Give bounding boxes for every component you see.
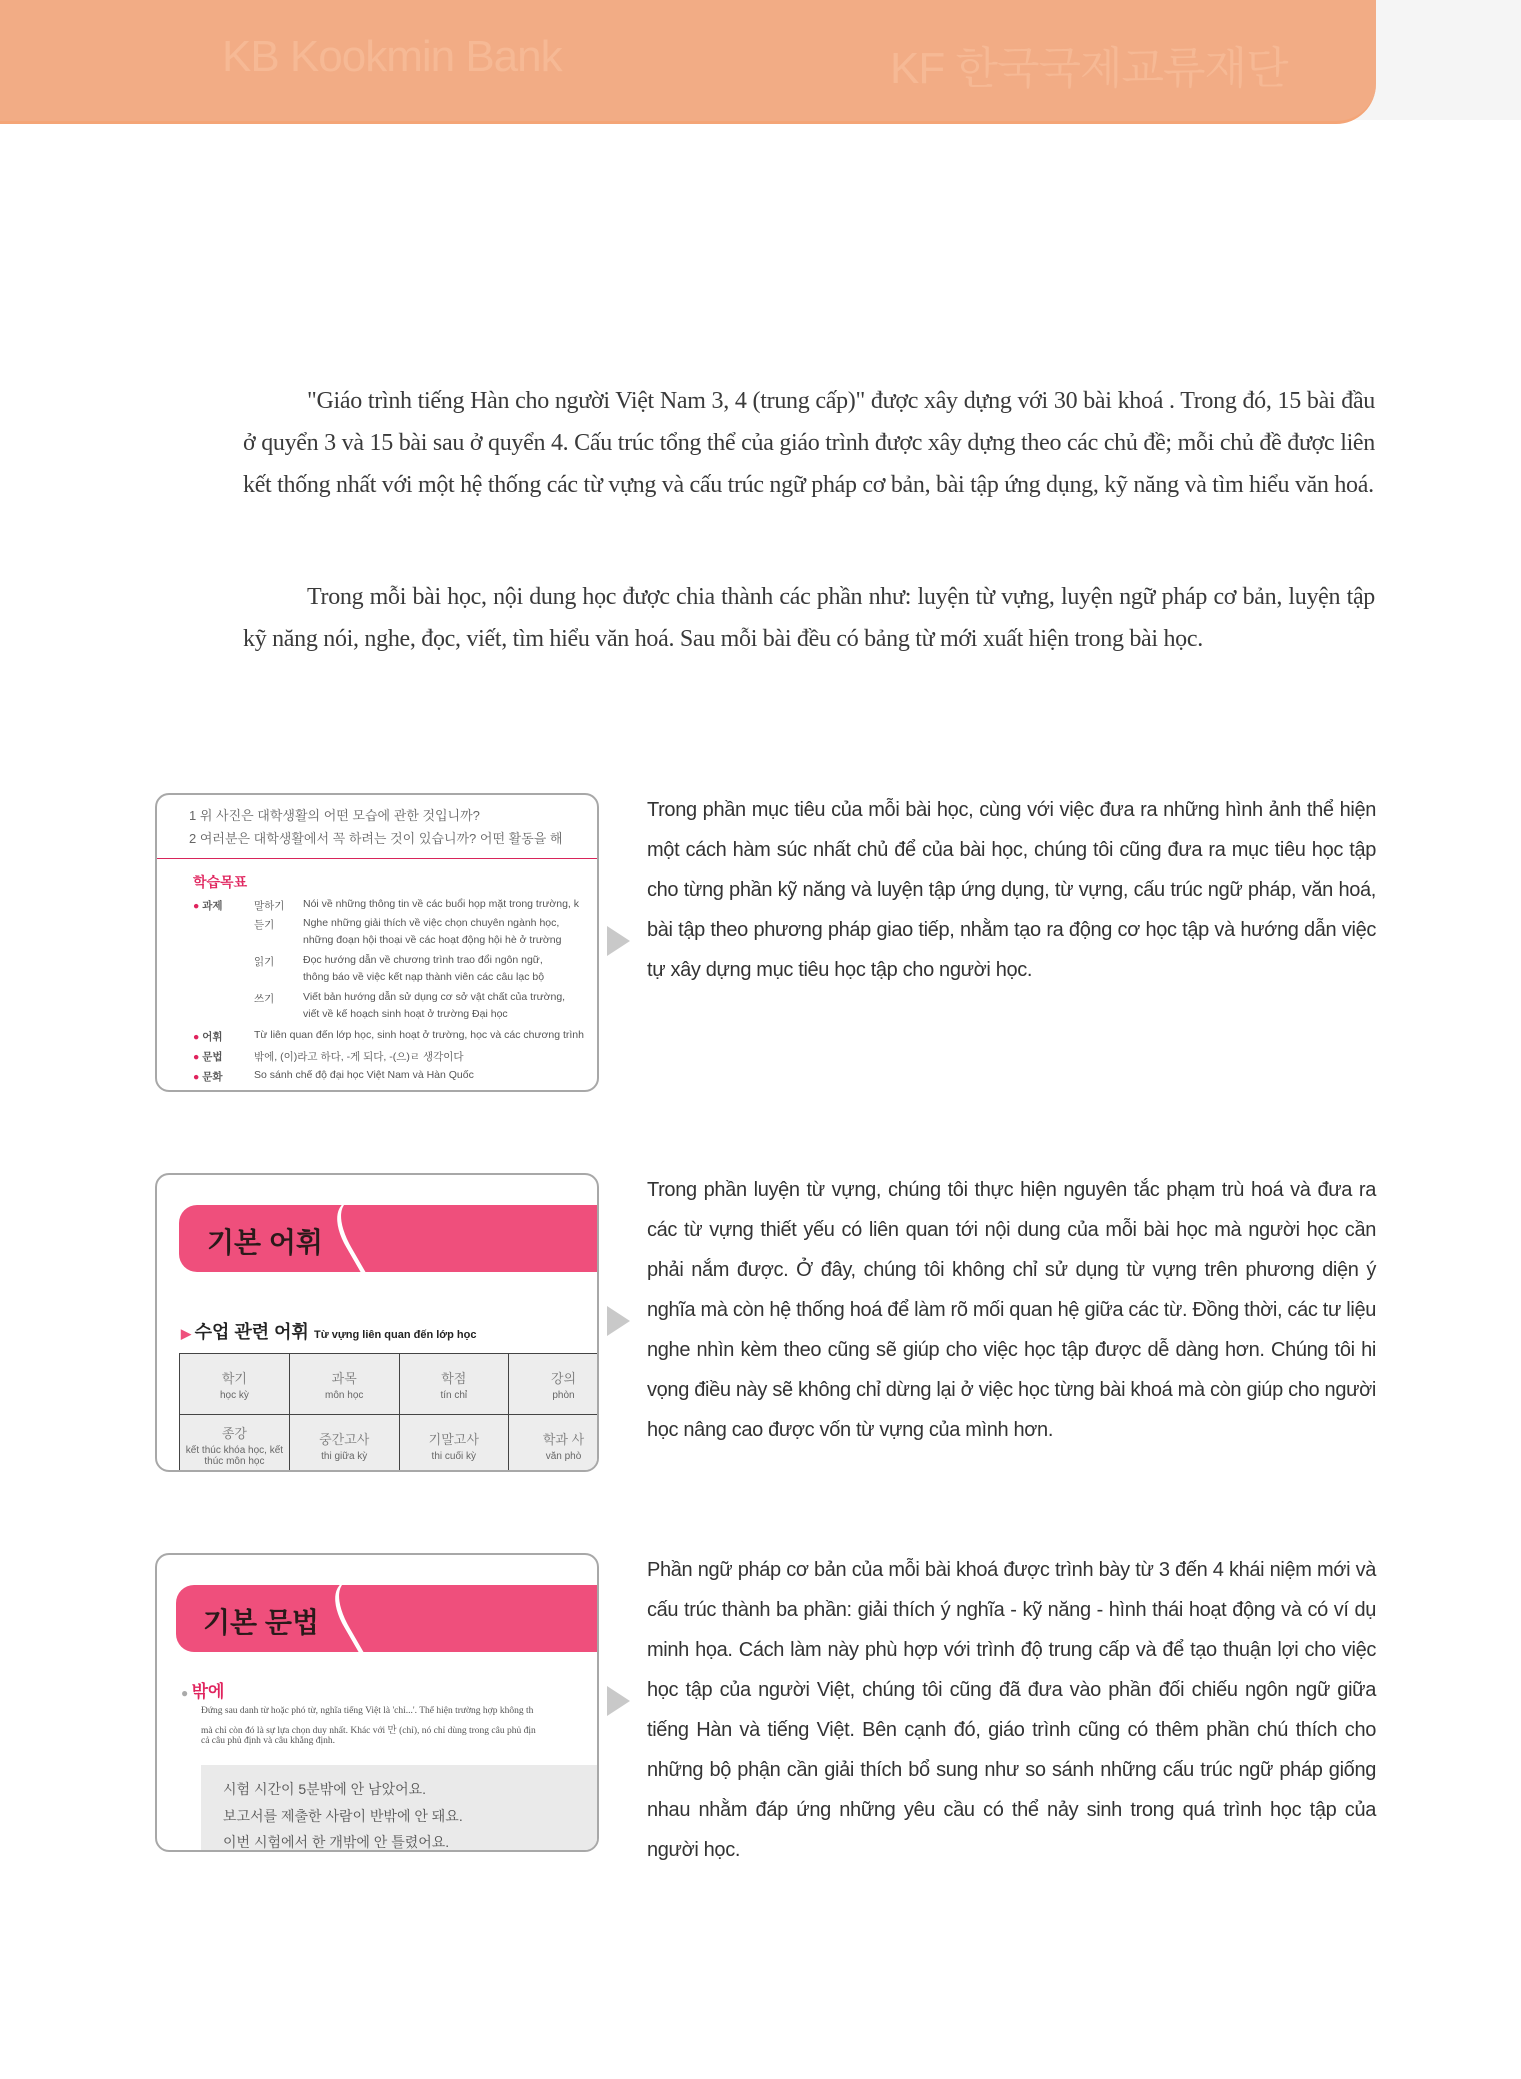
intro-paragraph: Trong mỗi bài học, nội dung học được chia thành các phần như: luyện từ vựng, luyện ngữ pháp cơ bản, luyện tập kỹ năng nói, nghe, đọc, viết, tìm hiểu văn hoá. Sau mỗi bài đều có bảng từ mới xuất hiện trong bài học. bbox=[243, 584, 1375, 652]
vocab-cell: 학점 tín chỉ bbox=[399, 1354, 508, 1415]
sponsor-header bbox=[0, 0, 1376, 124]
basic-vocabulary-thumbnail bbox=[155, 1173, 599, 1472]
arrow-right-icon bbox=[607, 1686, 630, 1716]
arrow-right-icon bbox=[607, 926, 630, 956]
skill-label: 듣기 bbox=[254, 919, 275, 931]
skill-label: 읽기 bbox=[254, 956, 275, 968]
skill-desc: thông báo về việc kết nạp thành viên các câu lạc bộ bbox=[303, 971, 545, 983]
triangle-bullet-icon: ▶ bbox=[181, 1326, 195, 1341]
vocab-cell: 학과 사 văn phò bbox=[509, 1415, 599, 1473]
vocab-cell: 종강 kết thúc khóa học, kết thúc môn học bbox=[180, 1415, 290, 1473]
basic-grammar-thumbnail bbox=[155, 1553, 599, 1852]
grammar-point: 밖에 bbox=[191, 1682, 225, 1701]
grammar-explanation: Đứng sau danh từ hoặc phó từ, nghĩa tiếng Việt là 'chỉ...'. Thể hiện trường hợp không th bbox=[201, 1706, 534, 1716]
divider bbox=[157, 858, 597, 859]
vocab-label: 어휘 bbox=[202, 1031, 223, 1043]
vocab-cell: 강의 phòn bbox=[509, 1354, 599, 1415]
section-description: Phần ngữ pháp cơ bản của mỗi bài khoá được trình bày từ 3 đến 4 khái niệm mới và cấu trúc thành ba phần: giải thích ý nghĩa - kỹ năng - hình thái hoạt động và có ví dụ minh họa. Cách làm này phù hợp với trình độ trung cấp và để tạo thuận lợi cho việc học tập của người Việt, chúng tôi cũng đã đưa vào phần đối chiếu ngôn ngữ giữa tiếng Hàn và tiếng Việt. Bên cạnh đó, giáo trình cũng có thêm phần chú thích cho những bộ phận cần giải thích bổ sung như so sánh những cấu trúc ngữ pháp giống nhau nhằm đáp ứng những yêu cầu có thể nảy sinh trong quá trình học tập của người học. bbox=[647, 1559, 1376, 1861]
grammar-desc: 밖에, (이)라고 하다, -게 되다, -(으)ㄹ 생각이다 bbox=[254, 1051, 464, 1063]
skill-label: 쓰기 bbox=[254, 993, 275, 1005]
task-label: 과제 bbox=[202, 900, 223, 912]
arrow-right-icon bbox=[607, 1306, 630, 1336]
example-sentence: 시험 시간이 5분밖에 안 남았어요. bbox=[223, 1781, 427, 1797]
grammar-explanation: cả câu phủ định và câu khẳng định. bbox=[201, 1736, 336, 1746]
vocab-cell: 과목 môn học bbox=[289, 1354, 399, 1415]
grammar-label: 문법 bbox=[202, 1051, 223, 1063]
kf-foundation-logo: KF 한국국제교류재단 bbox=[890, 44, 1288, 93]
vocab-cell: 기말고사 thi cuối kỳ bbox=[399, 1415, 508, 1473]
banner-title: 기본 문법 bbox=[203, 1607, 319, 1638]
banner-title: 기본 어휘 bbox=[207, 1227, 323, 1258]
culture-label: 문화 bbox=[202, 1071, 223, 1083]
bullet-dot-icon: ● bbox=[181, 1686, 192, 1700]
subheading-vi: Từ vựng liên quan đến lớp học bbox=[313, 1329, 477, 1341]
skill-desc: Viết bản hướng dẫn sử dụng cơ sở vật chất của trường, bbox=[303, 991, 566, 1003]
learning-goals-thumbnail: 1 위 사진은 대학생활의 어떤 모습에 관한 것입니까? 2 여러분은 대학생활에서 꼭 하려는 것이 있습니까? 어떤 활동을 해 학습목표 ● 과제 말하기 Nói về những thông tin về các buổi họp mặt trong trường, k 듣기 Nghe những giải thích về việc chọn chuyên ngành học, những đoạn hội thoại về các hoạt động hội hè ở trường 읽기 Đọc hướng dẫn về chương trình trao đổi ngôn ngữ, thông báo về việc kết nạp thành viên các câu lạc bộ 쓰기 Viết bản hướng dẫn sử dụng cơ sở vật chất của trường, viết về kế hoạch sinh hoạt ở trường Đại học ● 어휘 Từ liên quan đến lớp học, sinh hoạt ở trường, học và các chương trình ● 문법 밖에, (이)라고 하다, -게 되다, -(으)ㄹ 생각이다 ● 문화 So sánh chế độ đại học Việt Nam và Hàn Quốc bbox=[155, 793, 599, 1092]
intro-paragraph: "Giáo trình tiếng Hàn cho người Việt Nam 3, 4 (trung cấp)" được xây dựng với 30 bài khoá . Trong đó, 15 bài đầu ở quyển 3 và 15 bài sau ở quyển 4. Cấu trúc tổng thể của giáo trình được xây dựng theo các chủ đề; mỗi chủ đề được liên kết thống nhất với một hệ thống các từ vựng và cấu trúc ngữ pháp cơ bản, bài tập ứng dụng, kỹ năng và tìm hiểu văn hoá. bbox=[243, 388, 1375, 498]
grammar-explanation: mà chỉ còn đó là sự lựa chọn duy nhất. Khác với 만 (chỉ), nó chỉ dùng trong câu phủ địn bbox=[201, 1726, 536, 1736]
example-sentence: 보고서를 제출한 사람이 반밖에 안 돼요. bbox=[223, 1808, 463, 1824]
section-description: Trong phần mục tiêu của mỗi bài học, cùng với việc đưa ra những hình ảnh thể hiện một cách hàm súc nhất chủ để của bài học, chúng tôi cũng đưa ra mục tiêu học tập cho từng phần kỹ năng và luyện tập ứng dụng, từ vựng, cấu trúc ngữ pháp, văn hoá, bài tập theo phương pháp giao tiếp, nhằm tạo ra động cơ học tập và hướng dẫn việc tự xây dựng mục tiêu học tập cho người học. bbox=[647, 799, 1376, 981]
subheading: 수업 관련 어휘 bbox=[194, 1322, 309, 1342]
goal-title: 학습목표 bbox=[193, 874, 248, 890]
question-1: 1 위 사진은 대학생활의 어떤 모습에 관한 것입니까? bbox=[189, 808, 480, 823]
skill-desc: Nói về những thông tin về các buổi họp mặt trong trường, k bbox=[303, 898, 580, 910]
kb-kookmin-bank-logo: KB Kookmin Bank bbox=[222, 32, 562, 81]
vocab-table bbox=[179, 1353, 599, 1472]
skill-desc: viết về kế hoạch sinh hoạt ở trường Đại học bbox=[303, 1008, 508, 1020]
question-2: 2 여러분은 대학생활에서 꼭 하려는 것이 있습니까? 어떤 활동을 해 bbox=[189, 831, 563, 846]
skill-desc: những đoạn hội thoại về các hoạt động hội hè ở trường bbox=[303, 934, 562, 946]
section-description: Trong phần luyện từ vựng, chúng tôi thực hiện nguyên tắc phạm trù hoá và đưa ra các từ vựng thiết yếu có liên quan tới nội dung của mỗi bài học mà người học cần phải nắm được. Ở đây, chúng tôi không chỉ sử dụng từ vựng trên phương diện ý nghĩa mà còn hệ thống hoá để làm rõ mối quan hệ giữa các từ. Đồng thời, các tư liệu nghe nhìn kèm theo cũng sẽ giúp cho việc học tập được dễ dàng hơn. Chúng tôi hi vọng điều này sẽ không chỉ dừng lại ở việc học từng bài khoá mà còn giúp cho người học nâng cao được vốn từ vựng của mình hơn. bbox=[647, 1179, 1376, 1441]
skill-label: 말하기 bbox=[254, 900, 285, 912]
vocab-desc: Từ liên quan đến lớp học, sinh hoạt ở trường, học và các chương trình bbox=[254, 1029, 584, 1041]
culture-desc: So sánh chế độ đại học Việt Nam và Hàn Quốc bbox=[254, 1069, 474, 1081]
vocab-cell: 중간고사 thi giữa kỳ bbox=[289, 1415, 399, 1473]
example-sentence: 이번 시험에서 한 개밖에 안 틀렸어요. bbox=[223, 1834, 450, 1850]
skill-desc: Nghe những giải thích về việc chọn chuyên ngành học, bbox=[303, 917, 560, 929]
skill-desc: Đọc hướng dẫn về chương trình trao đổi ngôn ngữ, bbox=[303, 954, 543, 966]
vocab-cell: 학기 học kỳ bbox=[180, 1354, 290, 1415]
